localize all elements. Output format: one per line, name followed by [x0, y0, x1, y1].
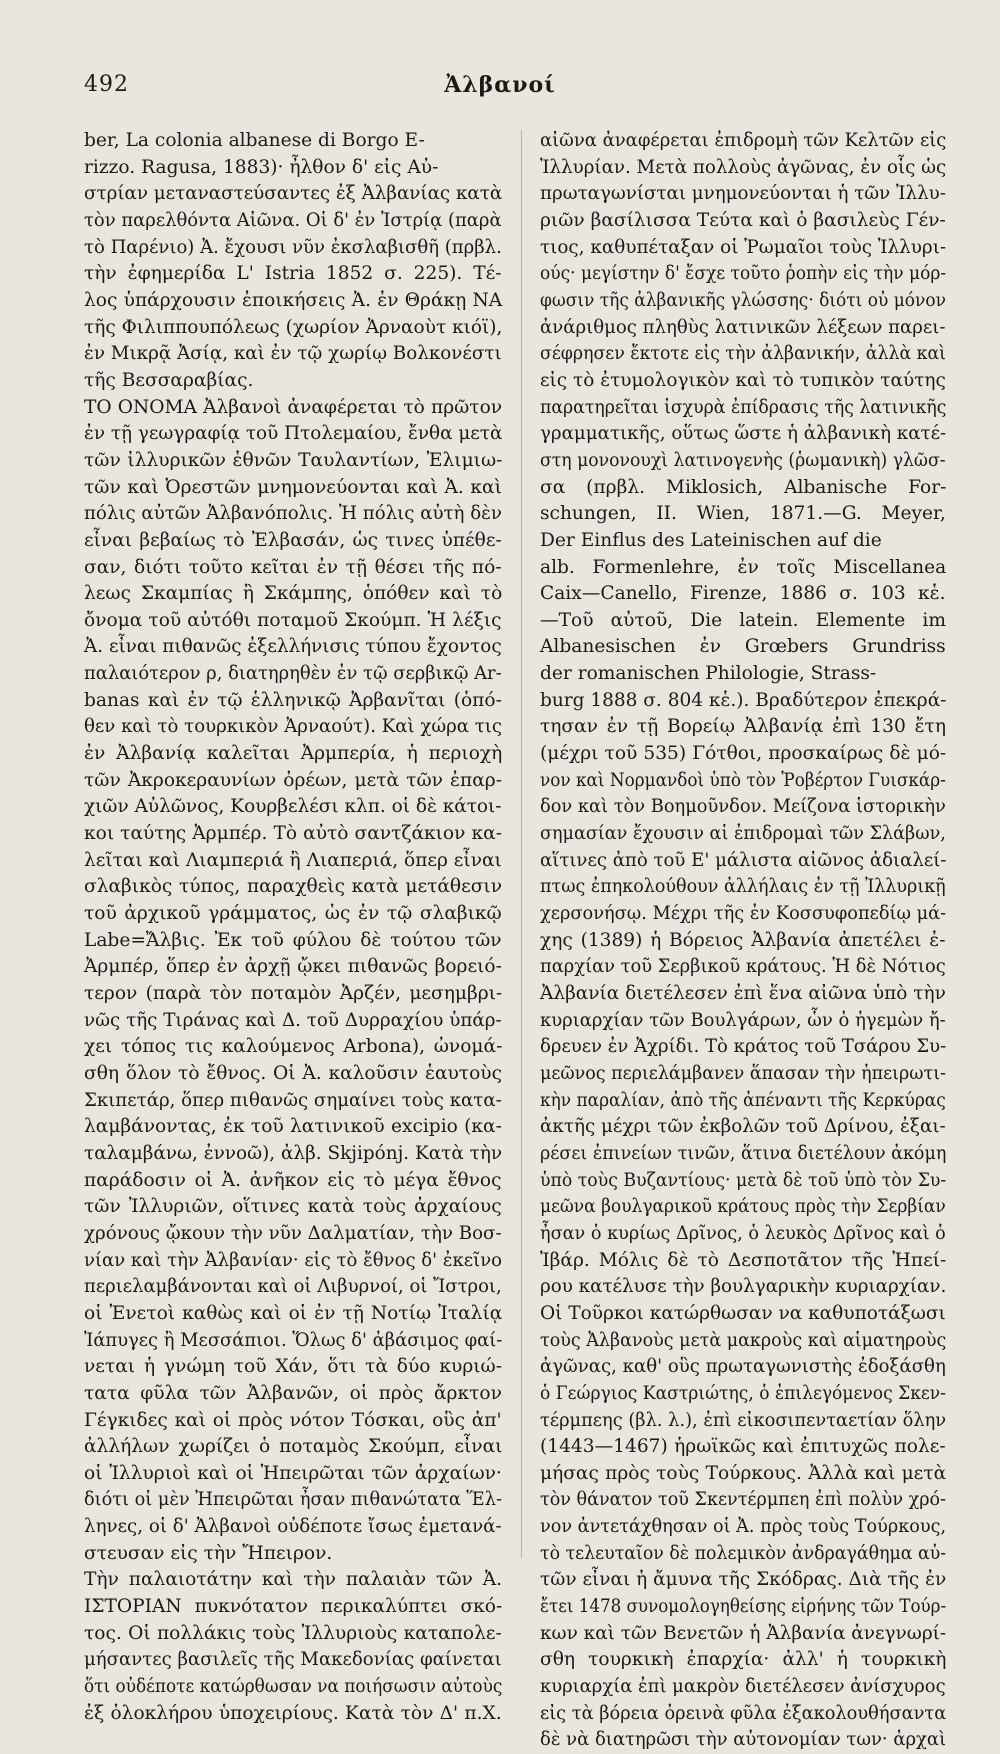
text-line: κοι ταύτης Ἀρμπέρ. Τὸ αὐτὸ σαντζάκιον κα-: [84, 823, 502, 845]
text-line: Τὴν παλαιοτάτην καὶ τὴν παλαιὰν τῶν Ἀ.: [84, 1569, 503, 1591]
text-line: ληνες, οἱ δ' Ἀλβανοὶ οὐδέποτε ἴσως ἐμετανά-: [84, 1516, 502, 1538]
text-line: ὑπὸ τοὺς Βυζαντίους· μετὰ δὲ τοῦ ὑπὸ τὸν Συ-: [540, 1169, 947, 1191]
text-line: ταλαμβάνω, ἐννοῶ), ἀλβ. Skjipónj. Κατὰ τὴν: [84, 1142, 503, 1164]
text-line: ὄνομα τοῦ αὐτόθι ποταμοῦ Σκούμπ. Ἡ λέξις: [84, 609, 502, 631]
text-line: τέρμπεης (βλ. λ.), ἐπὶ εἰκοσιπενταετίαν ὅλην: [540, 1409, 947, 1431]
text-line: τιος, καθυπέταξαν οἱ Ῥωμαῖοι τοὺς Ἰλλυρι-: [540, 236, 947, 258]
text-line: γραμματικῆς, οὕτως ὥστε ἡ ἀλβανικὴ κατέ-: [540, 423, 947, 445]
text-line: αἵτινες ἀπὸ τοῦ Ε' μάλιστα αἰῶνος ἀδιαλεί-: [540, 849, 947, 871]
text-line: παράδοσιν οἱ Ἀ. ἀνῆκον εἰς τὸ μέγα ἔθνος: [84, 1169, 502, 1191]
text-line: ἀγῶνας, καθ' οὓς πρωταγωνιστὴς ἐδοξάσθη: [540, 1356, 946, 1378]
text-line: τῶν ἰλλυρικῶν ἐθνῶν Ταυλαντίων, Ἐλιμιω-: [84, 449, 503, 471]
text-line: banas καὶ ἐν τῷ ἑλληνικῷ Ἀρβανῖται (ὁπό-: [84, 689, 502, 711]
text-line: κων καὶ τῶν Βενετῶν ἡ Ἀλβανία ἀνεγνωρί-: [540, 1622, 947, 1644]
text-line: μήσας πρὸς τοὺς Τούρκους. Ἀλλὰ καὶ μετὰ: [540, 1462, 947, 1484]
text-line: νίαν καὶ τὴν Ἀλβανίαν· εἰς τὸ ἔθνος δ' ἐκεῖνο: [84, 1249, 503, 1271]
text-line: τῆς Φιλιππουπόλεως (χωρίον Ἀρναοὺτ κιόϊ),: [84, 316, 503, 338]
text-line: εἶναι βεβαίως τὸ Ἐλβασάν, ὡς τινες ὑπέθε-: [84, 529, 502, 551]
text-line: νεται ἡ γνώμη τοῦ Χάν, ὅτι τὰ δύο κυριώ-: [84, 1356, 502, 1378]
text-line: σαν, διότι τοῦτο κεῖται ἐν τῇ θέσει τῆς πό-: [84, 556, 502, 578]
text-line: παλαιότερον ρ, διατηρηθὲν ἐν τῷ σερβικῷ Ar-: [84, 663, 502, 685]
text-line: rizzo. Ragusa, 1883)· ἦλθον δ' εἰς Αὐ-: [84, 156, 439, 178]
text-line: σέφρησεν ἔκτοτε εἰς τὴν ἀλβανικήν, ἀλλὰ καὶ: [540, 343, 946, 365]
text-line: alb. Formenlehre, ἐν τοῖς Miscellanea: [540, 556, 947, 578]
text-line: Ἀρμπέρ, ὅπερ ἐν ἀρχῇ ᾤκει πιθανῶς βορειό-: [84, 956, 502, 978]
text-line: λεῖται καὶ Λιαμπεριά ἢ Λιαπεριά, ὅπερ εἶναι: [84, 849, 502, 871]
page-number: 492: [84, 72, 129, 97]
text-line: Albanesischen ἐν Grœbers Grundriss: [540, 636, 946, 658]
text-line: ὁ Γεώργιος Καστριώτης, ὁ ἐπιλεγόμενος Σκεν-: [540, 1382, 946, 1404]
text-line: τὴν ἐφημερίδα L' Istria 1852 σ. 225). Τέ-: [84, 263, 502, 285]
text-line: παρατηρεῖται ἰσχυρὰ ἐπίδρασις τῆς λατινικῆς: [540, 396, 947, 418]
text-line: τος. Οἱ πολλάκις τοὺς Ἰλλυριοὺς καταπολε-: [84, 1622, 502, 1644]
text-line: πρωταγωνίσται μνημονεύονται ἡ τῶν Ἰλλυ-: [540, 183, 946, 205]
text-line: δον καὶ τὸν Βοημοῦνδον. Μείζονα ἱστορικὴν: [540, 796, 946, 818]
text-line: οἱ Ἐνετοὶ καθὼς καὶ οἱ ἐν τῇ Νοτίῳ Ἰταλίᾳ: [84, 1302, 503, 1324]
text-line: νῶς τῆς Τιράνας καὶ Δ. τοῦ Δυρραχίου ὑπάρ-: [84, 1009, 502, 1031]
text-line: λος ὑπάρχουσιν ἐποικήσεις Ἀ. ἐν Θράκῃ ΝΑ: [84, 289, 503, 311]
text-line: Ἀλβανία διετέλεσεν ἐπὶ ἕνα αἰῶνα ὑπὸ τὴν: [540, 983, 946, 1004]
text-line: τατα φῦλα τῶν Ἀλβανῶν, οἱ πρὸς ἄρκτον: [84, 1382, 502, 1404]
text-line: τὸ Παρένιο) Ἀ. ἔχουσι νῦν ἐκσλαβισθῆ (πρβλ.: [84, 236, 502, 258]
text-line: τησαν ἐν τῇ Βορείῳ Ἀλβανίᾳ ἐπὶ 130 ἔτη: [540, 716, 946, 738]
text-line: μεῶνος περιελάμβανεν ἅπασαν τὴν ἠπειρωτι-: [540, 1062, 946, 1084]
text-line: τῶν εἶναι ἡ ἄμυνα τῆς Σκόδρας. Διὰ τῆς ἐν: [540, 1569, 947, 1591]
text-line: εἰς τὸ ἐτυμολογικὸν καὶ τὸ τυπικὸν ταύτης: [540, 369, 946, 391]
text-line: μεῶνα βουλγαρικοῦ κράτους πρὸς τὴν Σερβίαν: [540, 1196, 946, 1218]
text-line: Ἰλλυρίαν. Μετὰ πολλοὺς ἀγῶνας, ἐν οἷς ὡς: [540, 156, 947, 178]
text-line: burg 1888 σ. 804 κἑ.). Βραδύτερον ἐπεκρά-: [540, 689, 947, 711]
text-line: τερον (παρὰ τὸν ποταμὸν Ἀρζέν, μεσημβρι-: [84, 983, 503, 1004]
text-line: σημασίαν ἔχουσιν αἱ ἐπιδρομαὶ τῶν Σλάβων,: [540, 823, 946, 845]
text-line: ΤΟ ΟΝΟΜΑ Ἀλβανοὶ ἀναφέρεται τὸ πρῶτον: [84, 396, 503, 418]
text-line: κυριαρχίαν τῶν Βουλγάρων, ὧν ὁ ἡγεμὼν ἤ-: [540, 1009, 946, 1031]
text-line: Γέγκιδες καὶ οἱ πρὸς νότον Τόσκαι, οὓς ἀπ': [84, 1409, 502, 1431]
text-line: λεως Σκαμπίας ἢ Σκάμπης, ὁπόθεν καὶ τὸ: [84, 583, 503, 605]
text-line: τοῦ ἀρχικοῦ γράμματος, ὡς ἐν τῷ σλαβικῷ: [84, 903, 502, 925]
text-line: στευσαν εἰς τὴν Ἤπειρον.: [84, 1542, 333, 1564]
text-line: δρευεν ἐν Ἀχρίδι. Τὸ κράτος τοῦ Τσάρου Συ-: [540, 1036, 947, 1058]
text-line: χρόνους ᾤκουν τὴν νῦν Δαλματίαν, τὴν Βοσ-: [84, 1222, 502, 1244]
text-line: σθη ὅλον τὸ ἔθνος. Οἱ Ἀ. καλοῦσιν ἑαυτοὺς: [84, 1062, 503, 1084]
text-line: δὲ νὰ διατηρῶσι τὴν αὐτονομίαν των· ἀρχαὶ: [540, 1729, 947, 1751]
text-line: ὅτι οὐδέποτε κατώρθωσαν να ποιήσωσιν αὐτοὺς: [84, 1676, 503, 1698]
text-line: χει τόπος τις καλούμενος Arbona), ὠνομά-: [84, 1036, 503, 1058]
text-line: Labe=Ἄλβις. Ἐκ τοῦ φύλου δὲ τούτου τῶν: [84, 929, 502, 951]
text-line: —Τοῦ αὐτοῦ, Die latein. Elemente im: [540, 609, 946, 631]
text-line: ἀνάριθμος πληθὺς λατινικῶν λέξεων παρει-: [540, 316, 946, 338]
text-line: νον καὶ Νορμανδοὶ ὑπὸ τὸν Ῥοβέρτον Γυισκάρ-: [540, 769, 946, 791]
text-line: κυριαρχία ἐπὶ μακρὸν διετέλεσεν ἀνίσχυρος: [540, 1676, 946, 1698]
text-line: ριῶν βασίλισσα Τεύτα καὶ ὁ βασιλεὺς Γέν-: [540, 209, 946, 231]
text-line: ἔτει 1478 συνομολογηθείσης εἰρήνης τῶν Τούρ-: [540, 1596, 947, 1618]
text-line: Οἱ Τοῦρκοι κατώρθωσαν να καθυποτάξωσι: [540, 1302, 946, 1324]
text-line: Ἰβάρ. Μόλις δὲ τὸ Δεσποτᾶτον τῆς Ἠπεί-: [540, 1249, 947, 1271]
text-line: ἦσαν ὁ κυρίως Δρῖνος, ὁ λευκὸς Δρῖνος καὶ ὁ: [540, 1222, 946, 1244]
text-line: ἐν τῇ γεωγραφίᾳ τοῦ Πτολεμαίου, ἔνθα μετὰ: [84, 423, 503, 445]
text-line: χερσονήσῳ. Μέχρι τῆς ἐν Κοσσυφοπεδίῳ μά-: [540, 903, 947, 925]
text-line: χης (1389) ἡ Βόρειος Ἀλβανία ἀπετέλει ἐ-: [540, 929, 946, 951]
text-line: διότι οἱ μὲν Ἠπειρῶται ἦσαν πιθανώτατα Ἕλ-: [84, 1489, 502, 1511]
text-line: (1443—1467) ἡρωϊκῶς καὶ ἐπιτυχῶς πολε-: [540, 1436, 946, 1458]
text-line: Σκιπετάρ, ὅπερ πιθανῶς σημαίνει τοὺς κατα-: [84, 1089, 502, 1111]
text-line: κὴν παραλίαν, ἀπὸ τῆς ἀπέναντι τῆς Κερκύρας: [540, 1089, 946, 1111]
text-line: ἀλλήλων χωρίζει ὁ ποταμὸς Σκούμπ, εἶναι: [84, 1436, 503, 1458]
text-line: τοὺς Ἀλβανοὺς μετὰ μακροὺς καὶ αἱματηροὺς: [540, 1329, 947, 1351]
text-line: der romanischen Philologie, Strass-: [540, 663, 877, 685]
left-column: [84, 128, 503, 1724]
running-head: Ἀλβανοί: [444, 72, 556, 98]
text-line: φωσιν τῆς ἀλβανικῆς γλώσσης· διότι οὐ μόνον: [540, 289, 946, 311]
text-line: σα (πρβλ. Miklosich, Albanische For-: [540, 476, 947, 498]
text-line: λαμβάνοντας, ἐκ τοῦ λατινικοῦ excipio (κα-: [84, 1116, 502, 1138]
text-line: τῶν Ἀκροκεραυνίων ὀρέων, μετὰ τῶν ἐπαρ-: [84, 769, 502, 791]
text-line: ρου κατέλυσε τὴν βουλγαρικὴν κυριαρχίαν.: [540, 1276, 947, 1298]
text-line: σθη τουρκικὴ ἐπαρχία· ἀλλ' ἡ τουρκικὴ: [540, 1649, 947, 1671]
text-line: (μέχρι τοῦ 535) Γότθοι, προσκαίρως δὲ μό-: [540, 743, 947, 765]
text-line: τὸν παρελθόντα Αἰῶνα. Οἱ δ' ἐν Ἰστρίᾳ (παρὰ: [84, 209, 502, 231]
text-line: ἀκτῆς μέχρι τῶν ἐκβολῶν τοῦ Δρίνου, ἐξαι-: [540, 1116, 946, 1138]
text-line: χιῶν Αὐλῶνος, Κουρβελέσι κλπ. οἱ δὲ κάτοι-: [84, 796, 502, 818]
text-line: περιελαμβάνονται καὶ οἱ Λιβυρνοί, οἱ Ἴστροι,: [84, 1276, 502, 1298]
text-line: τὸν θάνατον τοῦ Σκεντέρμπεη ἐπὶ πολὺν χρό-: [540, 1489, 947, 1511]
text-line: εἰς τὰ βόρεια ὀρεινὰ φῦλα ἐξακολουθήσαντα: [540, 1702, 947, 1724]
text-line: αἰῶνα ἀναφέρεται ἐπιδρομὴ τῶν Κελτῶν εἰς: [540, 130, 947, 151]
text-line: πτως ἐπηκολούθουν ἀλλήλαις ἐν τῇ Ἰλλυρικῇ: [540, 876, 946, 898]
text-line: ούς· μεγίστην δ' ἔσχε τοῦτο ῥοπὴν εἰς τὴν μόρ-: [540, 263, 947, 285]
text-line: ber, La colonia albanese di Borgo E-: [84, 130, 425, 151]
right-column: [540, 128, 947, 1751]
text-line: ἐν Μικρᾷ Ἀσίᾳ, καὶ ἐν τῷ χωρίῳ Βολκονέστι: [84, 343, 502, 365]
text-line: ρέσει ἐπινείων τινῶν, ἅτινα διετέλουν ἀκόμη: [540, 1142, 947, 1164]
column-divider: [521, 130, 522, 1558]
text-line: ΙΣΤΟΡΙΑΝ πυκνότατον περικαλύπτει σκό-: [84, 1596, 503, 1618]
text-line: Ἰάπυγες ἢ Μεσσάπιοι. Ὅλως δ' ἀβάσιμος φαί-: [84, 1329, 503, 1351]
text-line: πόλις αὐτῶν Ἀλβανόπολις. Ἡ πόλις αὐτὴ δὲν: [84, 503, 502, 525]
text-line: schungen, II. Wien, 1871.—G. Meyer,: [540, 503, 946, 525]
text-line: νον ἀντετάχθησαν οἱ Ἀ. πρὸς τοὺς Τούρκους,: [540, 1516, 947, 1538]
text-line: τῶν Ἰλλυριῶν, οἵτινες κατὰ τοὺς ἀρχαίους: [84, 1196, 502, 1218]
text-line: στρίαν μεταναστεύσαντες ἐξ Ἀλβανίας κατὰ: [84, 183, 503, 205]
text-line: τῶν καὶ Ὀρεστῶν μνημονεύονται καὶ Ἀ. καὶ: [84, 476, 502, 498]
text-line: ἐν Ἀλβανίᾳ καλεῖται Ἀρμπερία, ἡ περιοχὴ: [84, 743, 503, 765]
text-line: οἱ Ἰλλυριοὶ καὶ οἱ Ἠπειρῶται τῶν ἀρχαίων·: [84, 1462, 502, 1484]
text-line: στη μονονουχὶ λατινογενὴς (ῥωμανικὴ) γλῶσ-: [540, 449, 946, 471]
text-line: θεν καὶ τὸ τουρκικὸν Ἀρναούτ). Καὶ χώρα τις: [84, 716, 503, 738]
text-line: παρχίαν τοῦ Σερβικοῦ κράτους. Ἡ δὲ Νότιος: [540, 956, 946, 978]
text-line: σλαβικὸς τύπος, παραχθεὶς κατὰ μετάθεσιν: [84, 876, 503, 898]
text-line: Der Einflus des Lateinischen auf die: [540, 529, 882, 551]
text-line: μήσαντες βασιλεῖς τῆς Μακεδονίας φαίνεται: [84, 1649, 502, 1671]
text-line: ἐξ ὁλοκλήρου ὑποχειρίους. Κατὰ τὸν Δ' π.Χ.: [84, 1702, 502, 1724]
text-line: Caix—Canello, Firenze, 1886 σ. 103 κἑ.: [540, 583, 946, 605]
text-line: Ἀ. εἶναι πιθανῶς ἐξελλήνισις τύπου ἔχοντος: [84, 636, 502, 658]
text-line: τῆς Βεσσαραβίας.: [84, 369, 254, 391]
text-line: τὸ τελευταῖον δὲ πολεμικὸν ἀνδραγάθημα αὐ-: [540, 1542, 947, 1564]
